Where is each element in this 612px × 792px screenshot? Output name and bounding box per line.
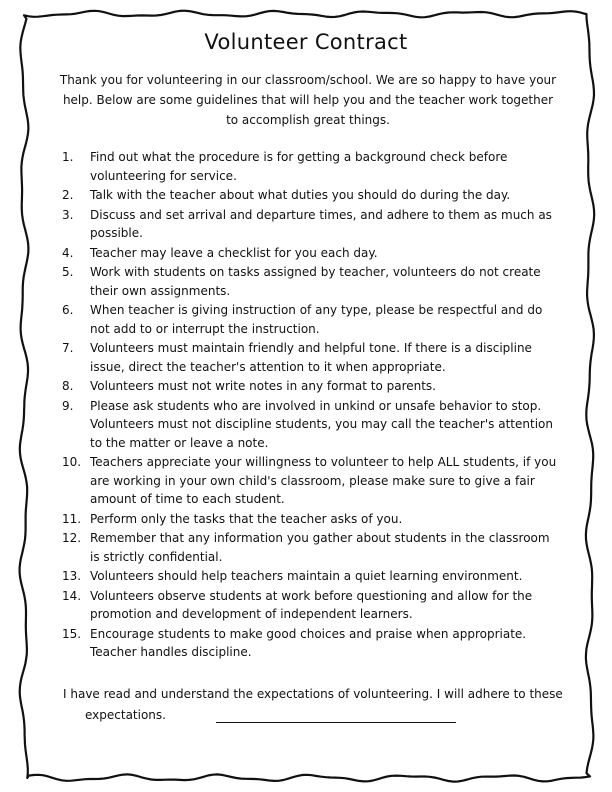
list-item (62, 244, 562, 263)
item-text: Work with students on tasks assigned by teacher, volunteers do not create their own assignments. (90, 265, 541, 298)
item-text: Please ask students who are involved in unkind or unsafe behavior to stop. Volunteers must not discipline students, you may call the teacher's attention to the matter or leave a note. (90, 398, 553, 450)
item-number: 5. (62, 265, 74, 279)
item-number: 10. (62, 455, 82, 469)
list-item (62, 148, 562, 185)
item-text: Encourage students to make good choices and praise when appropriate. Teacher handles discipline. (90, 626, 527, 659)
item-number: 13. (62, 569, 82, 583)
item-number: 4. (62, 245, 74, 260)
list-item (62, 301, 562, 338)
item-number: 11. (62, 511, 82, 526)
list-item (62, 339, 562, 376)
item-text: Volunteers must not write notes in any format to parents. (90, 379, 436, 393)
item-number: 8. (62, 379, 74, 393)
page-title: Volunteer Contract (204, 30, 408, 54)
item-number: 3. (62, 207, 74, 222)
item-number: 14. (62, 588, 82, 603)
item-text: Teachers appreciate your willingness to volunteer to help ALL students, if you are working in your own child's classroom, please make sure to give a fair amount of time to each student. (90, 455, 557, 506)
item-text: Talk with the teacher about what duties you should do during the day. (90, 188, 511, 202)
item-number: 1. (62, 150, 74, 164)
item-number: 12. (62, 531, 82, 545)
item-text: When teacher is giving instruction of any type, please be respectful and do not add to or interrupt the instruction. (90, 303, 543, 336)
item-text: Volunteers observe students at work before questioning and allow for the promotion and development of independent learners. (90, 588, 533, 621)
list-item (62, 625, 562, 662)
item-text: Discuss and set arrival and departure times, and adhere to them as much as possible. (90, 207, 552, 240)
closing-line-2: expectations. (85, 708, 166, 722)
list-item (62, 587, 562, 624)
list-item (62, 186, 562, 205)
item-number: 7. (62, 341, 74, 355)
item-text: Find out what the procedure is for getting a background check before volunteering for service. (90, 150, 508, 183)
list-item (62, 263, 562, 300)
item-text: Remember that any information you gather about students in the classroom is strictly confidential. (90, 531, 550, 564)
item-number: 6. (62, 303, 74, 317)
list-item (62, 453, 562, 509)
item-text: Perform only the tasks that the teacher asks of you. (90, 511, 403, 526)
item-text: Volunteers must maintain friendly and helpful tone. If there is a discipline issue, direct the teacher's attention to it when appropriate. (90, 341, 532, 374)
item-number: 2. (62, 188, 74, 202)
list-item (62, 510, 562, 529)
list-item (62, 377, 562, 396)
item-number: 9. (62, 398, 74, 413)
list-item (62, 567, 562, 586)
closing-statement (63, 684, 563, 726)
intro-paragraph: Thank you for volunteering in our classroom/school. We are so happy to have your help. Below are some guidelines that will help you and the teacher work together to accomplish great things. (59, 73, 557, 127)
list-item (62, 397, 562, 453)
list-item (62, 529, 562, 566)
closing-line-1: I have read and understand the expectations of volunteering. I will adhere to these (63, 687, 563, 701)
item-number: 15. (62, 626, 82, 641)
signature-line (216, 722, 456, 723)
list-item (62, 206, 562, 243)
guidelines-list (62, 148, 562, 663)
item-text: Teacher may leave a checklist for you each day. (90, 245, 378, 260)
item-text: Volunteers should help teachers maintain a quiet learning environment. (90, 569, 523, 583)
